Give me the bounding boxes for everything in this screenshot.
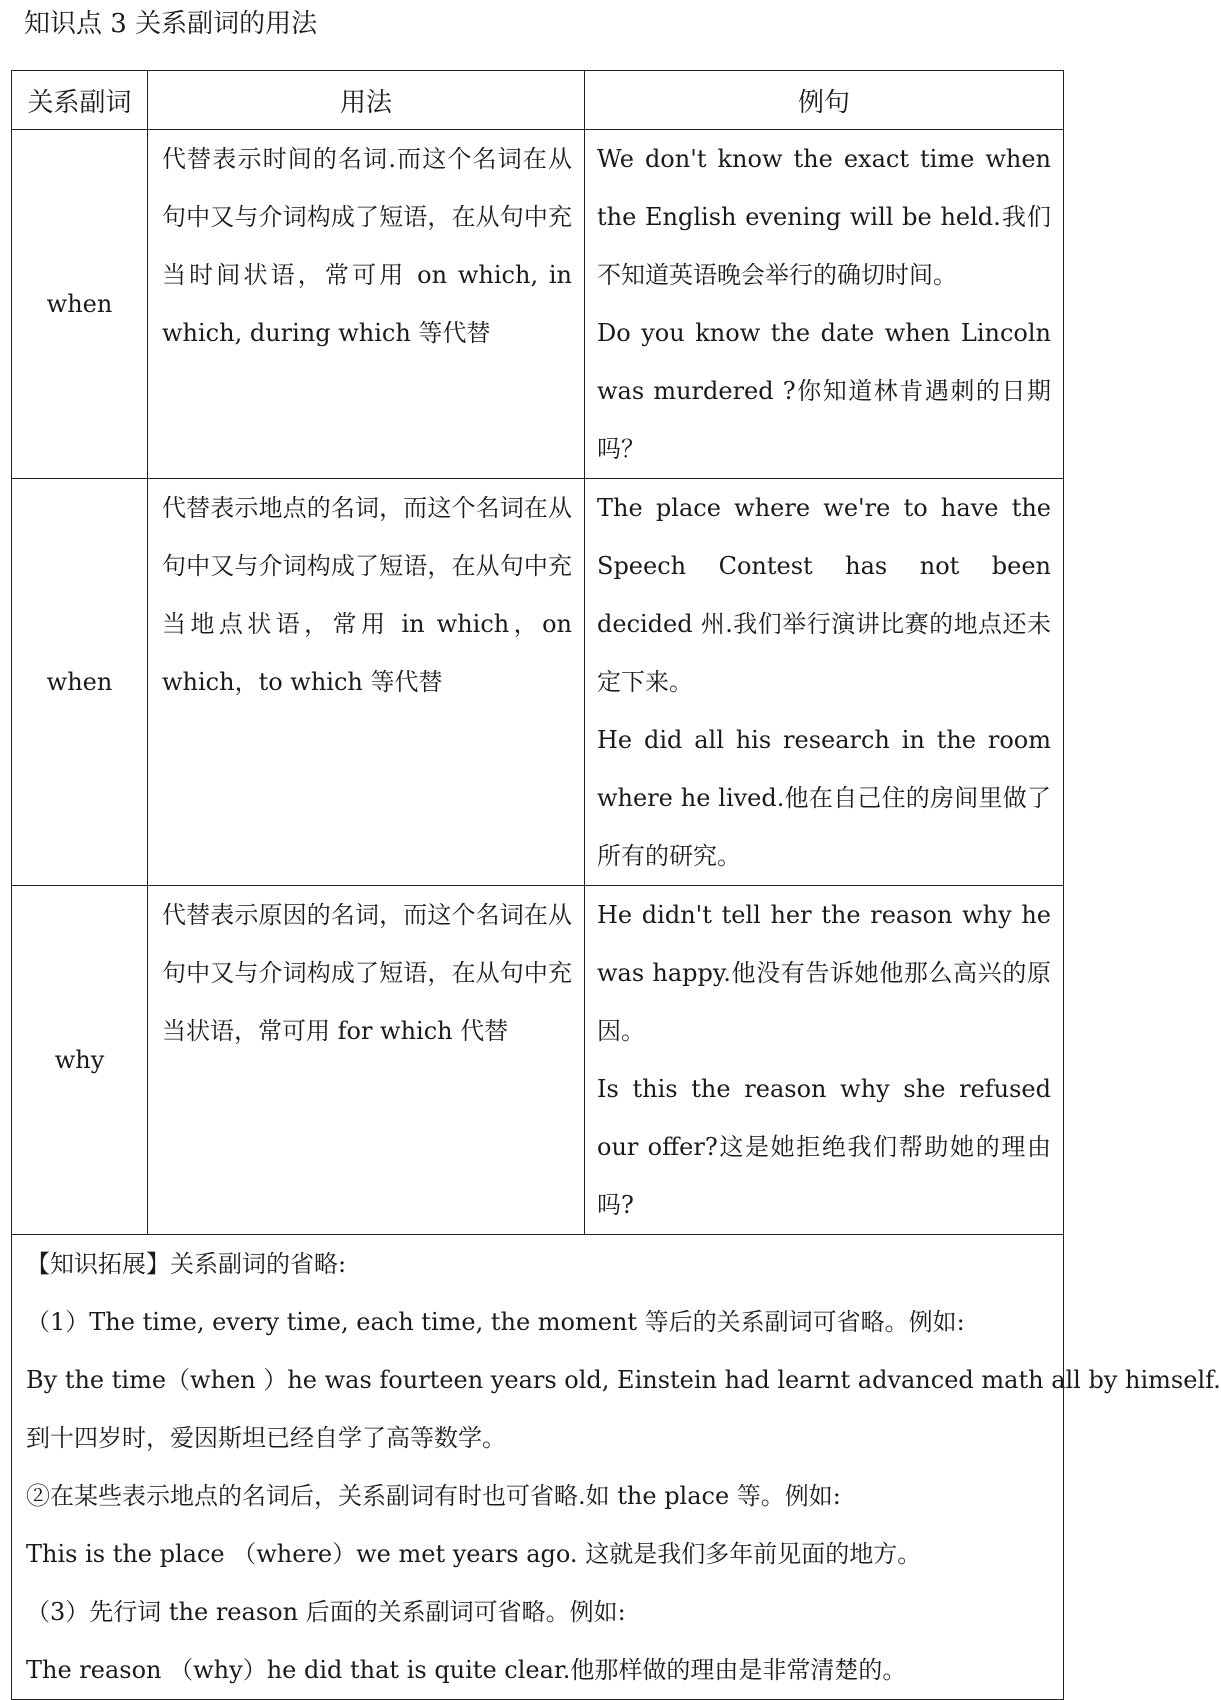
example-sentence: We don't know the exact time when the English evening will be held.我们不知道英语晚会举行的确切时间。 xyxy=(597,145,1051,289)
example-cell xyxy=(585,479,1064,886)
example-list xyxy=(585,479,1063,885)
extension-line: 到十四岁时，爱因斯坦已经自学了高等数学。 xyxy=(26,1424,506,1452)
example-sentence: The place where we're to have the Speech Contest has not been decided 州.我们举行演讲比赛的地点还未定下来。 xyxy=(597,494,1051,696)
extension-heading: 【知识拓展】关系副词的省略: xyxy=(26,1250,347,1278)
extension-line: The reason （why）he did that is quite clear.他那样做的理由是非常清楚的。 xyxy=(26,1656,907,1684)
usage-text: 代替表示时间的名词.而这个名词在从句中又与介词构成了短语，在从句中充当时间状语，常可用 on which, in which, during which 等代替 xyxy=(162,145,572,347)
example-cell xyxy=(585,130,1064,479)
usage-text: 代替表示地点的名词，而这个名词在从句中又与介词构成了短语，在从句中充当地点状语，常用 in which，on which，to which 等代替 xyxy=(162,494,572,696)
table-header-row xyxy=(12,71,1064,130)
header-example: 例句 xyxy=(585,71,1064,130)
example-list xyxy=(585,130,1063,478)
extension-row xyxy=(12,1235,1064,1700)
usage-text: 代替表示原因的名词，而这个名词在从句中又与介词构成了短语，在从句中充当状语，常可用 for which 代替 xyxy=(162,901,572,1045)
extension-line: （3）先行词 the reason 后面的关系副词可省略。例如: xyxy=(26,1598,626,1626)
example-sentence: He did all his research in the room where he lived.他在自己住的房间里做了所有的研究。 xyxy=(597,726,1051,870)
usage-cell xyxy=(148,886,585,1235)
table-row xyxy=(12,886,1064,1235)
header-usage: 用法 xyxy=(148,71,585,130)
page-title: 知识点 3 关系副词的用法 xyxy=(24,9,318,39)
extension-line: By the time（when ）he was fourteen years old, Einstein had learnt advanced math all by himself. xyxy=(26,1366,1221,1394)
extension-cell xyxy=(12,1235,1221,1700)
adverb-cell: when xyxy=(12,479,148,886)
adverb-cell: when xyxy=(12,130,148,479)
usage-cell xyxy=(148,130,585,479)
example-sentence: Do you know the date when Lincoln was murdered ?你知道林肯遇刺的日期吗？ xyxy=(597,319,1051,463)
header-adverb: 关系副词 xyxy=(12,71,148,130)
table-row xyxy=(12,479,1064,886)
usage-cell xyxy=(148,479,585,886)
example-sentence: Is this the reason why she refused our offer?这是她拒绝我们帮助她的理由吗? xyxy=(597,1075,1051,1219)
extension-line: ②在某些表示地点的名词后，关系副词有时也可省略.如 the place 等。例如: xyxy=(26,1482,841,1510)
extension-line: This is the place （where）we met years ago. 这就是我们多年前见面的地方。 xyxy=(26,1540,922,1568)
extension-line: （1）The time, every time, each time, the moment 等后的关系副词可省略。例如: xyxy=(26,1308,965,1336)
adverb-cell: why xyxy=(12,886,148,1235)
example-cell xyxy=(585,886,1064,1235)
adverb-usage-table xyxy=(11,70,1221,1700)
example-sentence: He didn't tell her the reason why he was happy.他没有告诉她他那么高兴的原因。 xyxy=(597,901,1051,1045)
example-list xyxy=(585,886,1063,1234)
table-row xyxy=(12,130,1064,479)
